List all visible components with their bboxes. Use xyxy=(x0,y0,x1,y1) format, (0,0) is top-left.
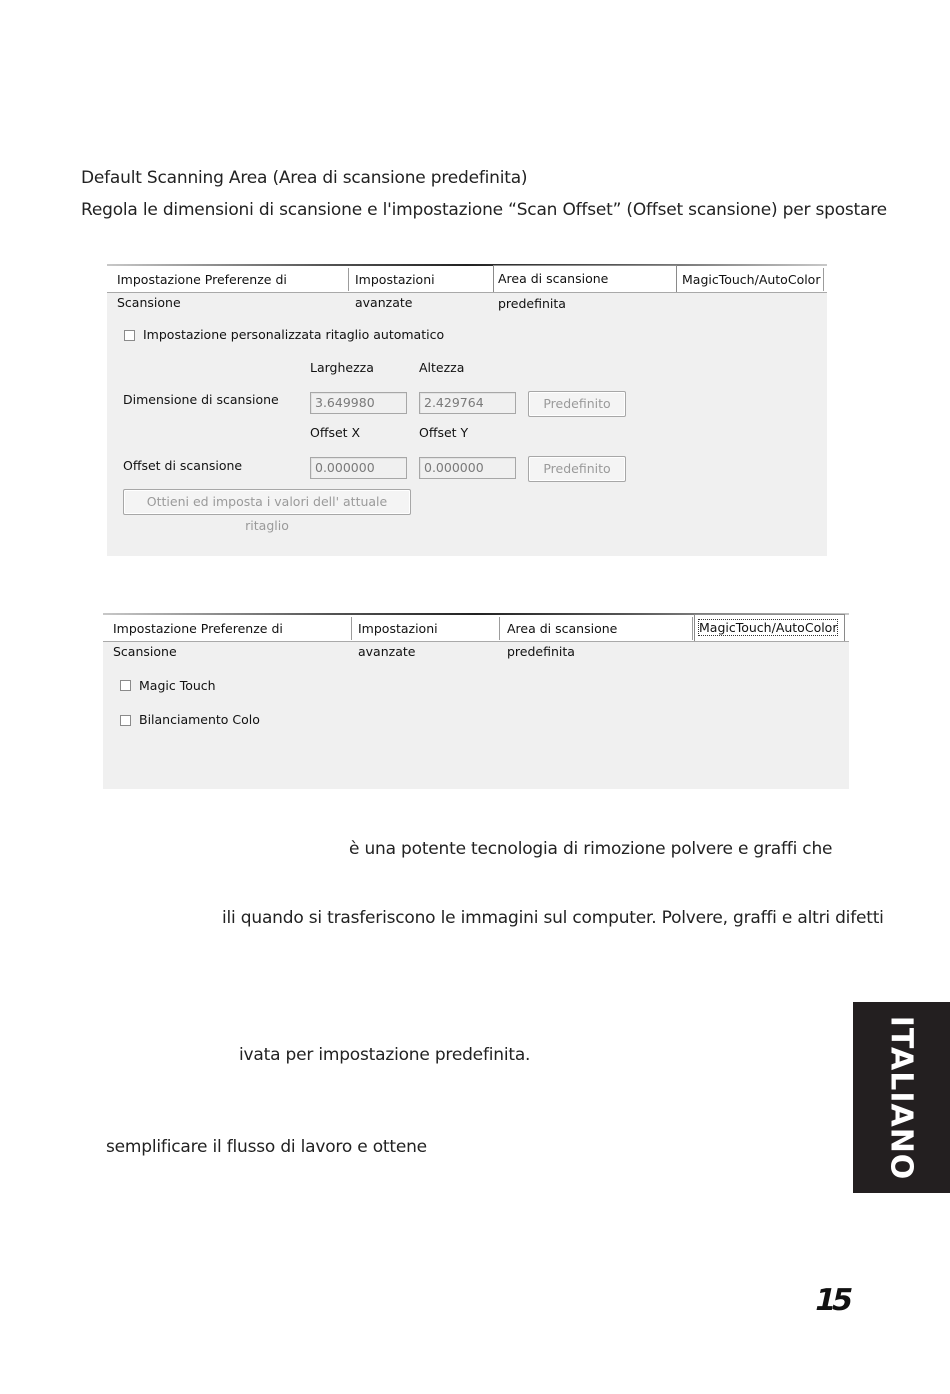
intro-paragraph: Regola le dimensioni di scansione e l'impostazione “Scan Offset” (Offset scansione) per spostare xyxy=(81,200,887,220)
tab-default-scan-area[interactable]: Area di scansione predefinita xyxy=(493,265,677,292)
offset-y-field[interactable]: 0.000000 xyxy=(419,457,516,479)
offset-x-header: Offset X xyxy=(310,425,361,440)
color-balance-label: Bilanciamento Colo xyxy=(139,712,260,727)
tab-advanced-settings-2[interactable]: Impostazioni avanzate xyxy=(354,617,500,640)
scan-offset-label: Offset di scansione xyxy=(123,458,243,473)
tab-magictouch-autocolor-2[interactable] xyxy=(694,614,845,641)
tab-default-scan-area-2[interactable]: Area di scansione predefinita xyxy=(503,617,693,640)
width-column-header: Larghezza xyxy=(310,360,374,375)
page-number: 15 xyxy=(811,1283,853,1318)
magic-touch-label: Magic Touch xyxy=(139,678,216,693)
color-balance-checkbox[interactable] xyxy=(120,715,131,726)
scan-area-dialog xyxy=(107,264,827,556)
tab-advanced-settings[interactable]: Impostazioni avanzate xyxy=(351,268,494,291)
custom-autocrop-checkbox[interactable] xyxy=(124,330,135,341)
height-column-header: Altezza xyxy=(419,360,465,375)
body-line-3: ivata per impostazione predefinita. xyxy=(239,1045,531,1065)
section-heading: Default Scanning Area (Area di scansione predefinita) xyxy=(81,168,528,188)
body-line-1: è una potente tecnologia di rimozione polvere e graffi che xyxy=(349,839,833,859)
tab-strip xyxy=(107,264,827,311)
custom-autocrop-label: Impostazione personalizzata ritaglio automatico xyxy=(143,327,445,342)
offset-x-field[interactable]: 0.000000 xyxy=(310,457,407,479)
language-side-tab-label: ITALIANO xyxy=(883,1015,919,1181)
height-field[interactable]: 2.429764 xyxy=(419,392,516,414)
magictouch-dialog xyxy=(103,613,849,789)
tab-magictouch-autocolor-label: MagicTouch/AutoColor xyxy=(699,620,838,635)
width-field[interactable]: 3.649980 xyxy=(310,392,407,414)
dimension-default-button[interactable]: Predefinito xyxy=(528,391,626,417)
tab-strip-border xyxy=(107,264,827,266)
tab-strip-2 xyxy=(103,613,849,659)
tab-scan-preferences[interactable]: Impostazione Preferenze di Scansione xyxy=(113,268,349,291)
body-line-2: ili quando si trasferiscono le immagini sul computer. Polvere, graffi e altri difetti xyxy=(222,908,884,928)
language-side-tab xyxy=(853,1002,950,1193)
offset-y-header: Offset Y xyxy=(419,425,469,440)
magic-touch-checkbox[interactable] xyxy=(120,680,131,691)
tab-magictouch-autocolor[interactable]: MagicTouch/AutoColor xyxy=(678,268,824,291)
tab-scan-preferences-2[interactable]: Impostazione Preferenze di Scansione xyxy=(109,617,352,640)
get-current-crop-button[interactable]: Ottieni ed imposta i valori dell' attuale ritaglio xyxy=(123,489,411,515)
scan-dimension-label: Dimensione di scansione xyxy=(123,392,279,407)
offset-default-button[interactable]: Predefinito xyxy=(528,456,626,482)
body-line-4: semplificare il flusso di lavoro e ottene xyxy=(106,1137,427,1157)
